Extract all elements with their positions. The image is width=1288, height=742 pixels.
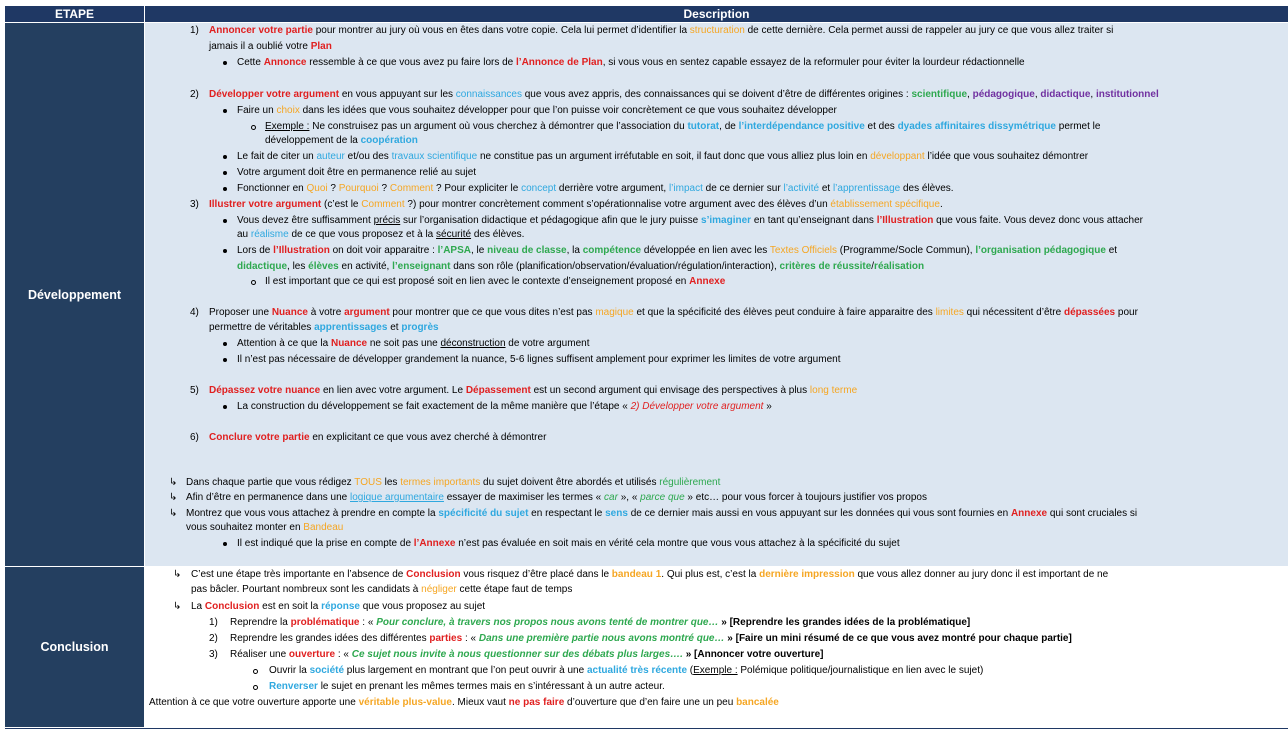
arrow-icon: ↳ [169, 492, 178, 503]
sub-bullet [251, 280, 256, 285]
text-line: Attention à ce que la Nuance ne soit pas une déconstruction de votre argument [237, 338, 590, 349]
header-description: Description [145, 6, 1288, 22]
text-line: Illustrer votre argument (c’est le Comment ?) pour montrer concrètement comment s’opérationnalise votre argument avec des élèves d’un établissement spécifique. [209, 199, 943, 210]
step-number: 4) [190, 307, 199, 318]
text-line: C’est une étape très importante en l’absence de Conclusion vous risquez d’être placé dans le bandeau 1. Qui plus est, c’est la dernière impression que vous allez donner au jury donc il est important de ne [191, 569, 1109, 580]
text-line: La Conclusion est en soit la réponse que vous proposez au sujet [191, 601, 486, 612]
row-label-text: Conclusion [40, 640, 109, 654]
text-line: Lors de l’Illustration on doit voir apparaitre : l’APSA, le niveau de classe, la compétence développée en lien avec les Textes Officiels (Programme/Socle Commun), l’organisation pédagogique et [237, 245, 1118, 256]
arrow-icon: ↳ [169, 508, 178, 519]
text-line: Attention à ce que votre ouverture apporte une véritable plus-value. Mieux vaut ne pas faire d’ouverture que d’en faire une un peu bancalée [149, 697, 779, 708]
text-line: Annoncer votre partie pour montrer au jury où vous en êtes dans votre copie. Cela lui permet d’identifier la structuration de cette dernière. Cela permet aussi de rappeler au jury ce que vous allez traiter si [209, 25, 1114, 36]
text-line: Votre argument doit être en permanence relié au sujet [237, 167, 477, 178]
arrow-icon: ↳ [173, 601, 182, 612]
text-line: Dans chaque partie que vous rédigez TOUS les termes importants du sujet doivent être abordés et utilisés régulièrement [186, 477, 721, 488]
text-line: Reprendre la problématique : « Pour conclure, à travers nos propos nous avons tenté de montrer que… » [Reprendre les grandes idées de la problématique] [230, 617, 971, 628]
text-line: pas bâcler. Pourtant nombreux sont les candidats à négliger cette étape faut de temps [191, 584, 573, 595]
bullet [223, 219, 227, 223]
step-number: 2) [190, 89, 199, 100]
text-line: vous souhaitez monter en Bandeau [186, 522, 344, 533]
bullet [223, 342, 227, 346]
bullet [223, 155, 227, 159]
bullet [223, 187, 227, 191]
text-line: jamais il a oublié votre Plan [209, 41, 332, 52]
text-line: Dépassez votre nuance en lien avec votre argument. Le Dépassement est un second argument qui envisage des perspectives à plus long terme [209, 385, 858, 396]
row-label-conclusion[interactable] [5, 567, 144, 727]
row-label-text: Développement [27, 287, 122, 302]
step-number: 5) [190, 385, 199, 396]
row-label-developpement[interactable] [5, 23, 144, 566]
step-number: 1) [190, 25, 199, 36]
text-line: développement de la coopération [265, 135, 418, 146]
cell-description-developpement[interactable] [145, 23, 1288, 566]
step-number: 3) [190, 199, 199, 210]
arrow-icon: ↳ [169, 477, 178, 488]
bullet [223, 358, 227, 362]
text-line: permettre de véritables apprentissages et progrès [209, 322, 439, 333]
text-line: Réaliser une ouverture : « Ce sujet nous invite à nous questionner sur des débats plus larges…. » [Annoncer votre ouverture] [230, 649, 824, 660]
text-line: Vous devez être suffisamment précis sur l’organisation didactique et pédagogique afin que le jury puisse s’imaginer en tant qu’enseignant dans l’Illustration que vous faite. Vous devez donc vous attacher [237, 215, 1143, 226]
text-line: Montrez que vous vous attachez à prendre en compte la spécificité du sujet en respectant le sens de ce dernier mais aussi en vous appuyant sur les données qui vous sont fournies en Annexe qui sont cruciales si [186, 508, 1138, 519]
text-line: Ouvrir la société plus largement en montrant que l’on peut ouvrir à une actualité très récente (Exemple : Polémique politique/journalistique en lien avec le sujet) [269, 665, 984, 676]
sub-bullet [253, 685, 258, 690]
text-line: Développer votre argument en vous appuyant sur les connaissances que vous avez appris, des connaissances qui se doivent d’être de différentes origines : scientifique, pédagogique, didactique, institutionnel [209, 89, 1159, 100]
text-line: Exemple : Ne construisez pas un argument où vous cherchez à démontrer que l’association du tutorat, de l’interdépendance positive et des dyades affinitaires dissymétrique permet le [265, 121, 1101, 132]
text-line: Il est important que ce qui est proposé soit en lien avec le contexte d’enseignement proposé en Annexe [265, 276, 726, 287]
bullet [223, 249, 227, 253]
bullet [223, 171, 227, 175]
cell-description-conclusion[interactable] [145, 567, 1288, 727]
sub-bullet [251, 125, 256, 130]
sub-bullet [253, 669, 258, 674]
bullet [223, 542, 227, 546]
text-line: Faire un choix dans les idées que vous souhaitez développer pour que l’on puisse voir concrètement ce que vous souhaitez développer [237, 105, 837, 116]
text-line: Cette Annonce ressemble à ce que vous avez pu faire lors de l’Annonce de Plan, si vous vous en sentez capable essayez de la reformuler pour éviter la lourdeur rédactionnelle [237, 57, 1025, 68]
text-line: Il n’est pas nécessaire de développer grandement la nuance, 5-6 lignes suffisent amplement pour exprimer les limites de votre argument [237, 354, 841, 365]
text-line: Conclure votre partie en explicitant ce que vous avez cherché à démontrer [209, 432, 547, 443]
step-number: 3) [209, 649, 218, 660]
step-number: 2) [209, 633, 218, 644]
text-line: didactique, les élèves en activité, l’enseignant dans son rôle (planification/observation/évaluation/régulation/interaction), critères de réussite/réalisation [237, 261, 925, 272]
step-number: 1) [209, 617, 218, 628]
header-etape: ETAPE [5, 6, 144, 22]
arrow-icon: ↳ [173, 569, 182, 580]
text-line: Proposer une Nuance à votre argument pour montrer que ce que vous dites n’est pas magique et que la spécificité des élèves peut conduire à faire apparaitre des limites qui nécessitent d’être dépassées pour [209, 307, 1138, 318]
text-line: La construction du développement se fait exactement de la même manière que l’étape « 2) Développer votre argument » [237, 401, 772, 412]
text-line: Renverser le sujet en prenant les mêmes termes mais en s’intéressant à un autre acteur. [269, 681, 665, 692]
step-number: 6) [190, 432, 199, 443]
bullet [223, 405, 227, 409]
bullet [223, 109, 227, 113]
text-line: Reprendre les grandes idées des différentes parties : « Dans une première partie nous avons montré que… » [Faire un mini résumé de ce que vous avez montré pour chaque partie] [230, 633, 1072, 644]
table-bottom-border [5, 728, 1288, 729]
bullet [223, 61, 227, 65]
text-line: Il est indiqué que la prise en compte de l’Annexe n’est pas évaluée en soit mais en vérité cela montre que vous vous attachez à la spécificité du sujet [237, 538, 900, 549]
text-line: Fonctionner en Quoi ? Pourquoi ? Comment ? Pour expliciter le concept derrière votre argument, l’impact de ce dernier sur l’activité et l’apprentissage des élèves. [237, 183, 954, 194]
text-line: au réalisme de ce que vous proposez et à la sécurité des élèves. [237, 229, 525, 240]
text-line: Le fait de citer un auteur et/ou des travaux scientifique ne constitue pas un argument irréfutable en soit, il faut donc que vous alliez plus loin en développant l’idée que vous souhaitez démontrer [237, 151, 1089, 162]
text-line: Afin d’être en permanence dans une logique argumentaire essayer de maximiser les termes « car », « parce que » etc… pour vous forcer à toujours justifier vos propos [186, 492, 927, 503]
